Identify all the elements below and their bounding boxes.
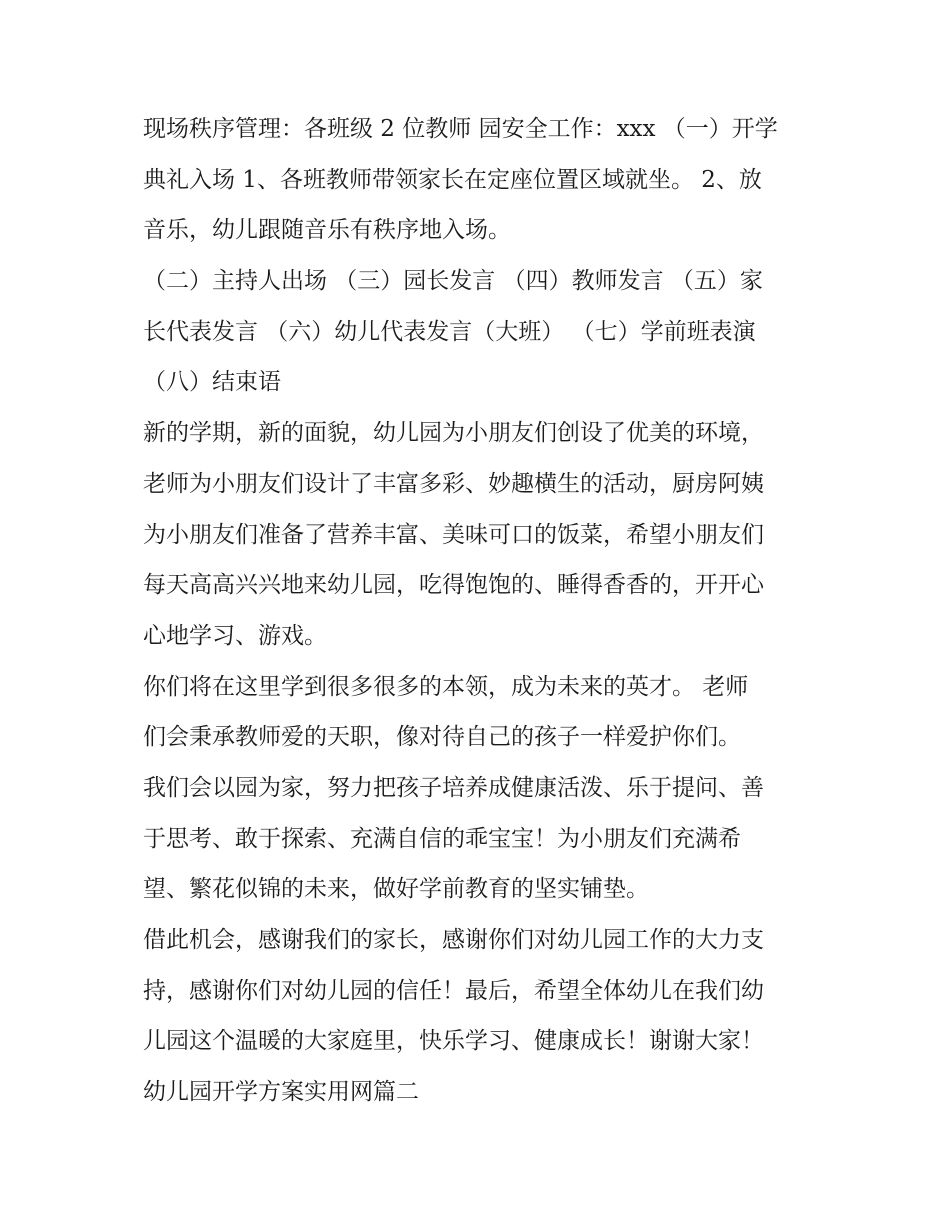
text-line: 新的学期，新的面貌，幼儿园为小朋友们创设了优美的环境， [143, 420, 764, 447]
document-body [143, 104, 815, 1118]
section-heading [143, 1067, 815, 1118]
text-line: 典礼入场 1、各班教师带领家长在定座位置区域就坐。 2、放 [143, 166, 762, 193]
text-line: 每天高高兴兴地来幼儿园，吃得饱饱的、睡得香香的，开开心 [143, 572, 764, 599]
text-line: 心地学习、游戏。 [143, 622, 327, 649]
paragraph-learning-skills [143, 662, 815, 763]
text-line: 老师为小朋友们设计了丰富多彩、妙趣横生的活动，厨房阿姨 [143, 470, 764, 497]
paragraph-opening-schedule [143, 104, 815, 256]
text-line: 幼儿园开学方案实用网篇二 [143, 1079, 419, 1106]
text-line: 望、繁花似锦的未来，做好学前教育的坚实铺垫。 [143, 876, 649, 903]
paragraph-new-semester [143, 408, 815, 661]
text-line: 为小朋友们准备了营养丰富、美味可口的饭菜，希望小朋友们 [143, 521, 764, 548]
paragraph-school-as-home [143, 763, 815, 915]
text-line: 你们将在这里学到很多很多的本领，成为未来的英才。 老师 [143, 673, 749, 700]
paragraph-thanks-parents [143, 915, 815, 1067]
text-line: （二）主持人出场 （三）园长发言 （四）教师发言 （五）家 [143, 268, 763, 295]
text-line: 长代表发言 （六）幼儿代表发言（大班） （七）学前班表演 [143, 318, 756, 345]
text-line: 于思考、敢于探索、充满自信的乖宝宝！为小朋友们充满希 [143, 825, 741, 852]
text-line: 我们会以园为家，努力把孩子培养成健康活泼、乐于提问、善 [143, 774, 764, 801]
text-line: 音乐，幼儿跟随音乐有秩序地入场。 [143, 217, 511, 244]
text-line: 们会秉承教师爱的天职，像对待自己的孩子一样爱护你们。 [143, 724, 741, 751]
text-line: 现场秩序管理：各班级 2 位教师 园安全工作：xxx （一）开学 [143, 116, 778, 142]
paragraph-ceremony-agenda [143, 256, 815, 408]
text-line: 持，感谢你们对幼儿园的信任！最后，希望全体幼儿在我们幼 [143, 977, 764, 1004]
text-line: 借此机会，感谢我们的家长，感谢你们对幼儿园工作的大力支 [143, 927, 764, 953]
text-line: 儿园这个温暖的大家庭里，快乐学习、健康成长！谢谢大家！ [143, 1028, 764, 1055]
text-line: （八）结束语 [143, 369, 281, 396]
